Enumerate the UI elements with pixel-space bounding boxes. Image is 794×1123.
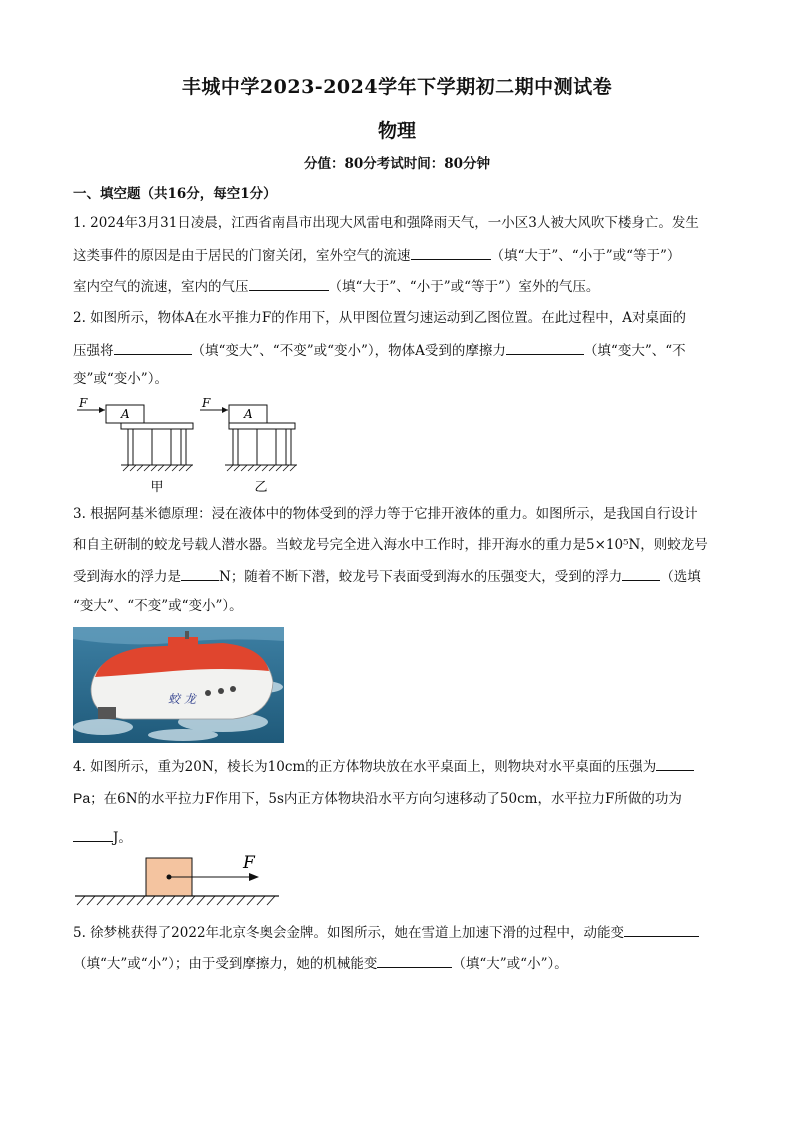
force-label: F bbox=[202, 396, 211, 410]
q4-line1: 4. 如图所示，重为20N，棱长为10cm的正方体物块放在水平桌面上，则物块对水平桌面的压强为 bbox=[73, 756, 694, 776]
q3-line1: 3. 根据阿基米德原理：浸在液体中的物体受到的浮力等于它排开液体的重力。如图所示，是我国自行设计 bbox=[73, 506, 698, 522]
q3-line4: “变大”、“不变”或“变小”）。 bbox=[73, 598, 243, 614]
q2-table-diagram bbox=[73, 396, 313, 496]
q1-line2: 这类事件的原因是由于居民的门窗关闭，室外空气的流速 （填“大于”、“小于”或“等于”） bbox=[73, 245, 680, 265]
q2-line2: 压强将 （填“变大”、“不变”或“变小”），物体A受到的摩擦力 （填“变大”、“不 bbox=[73, 340, 686, 360]
diagram-right bbox=[200, 396, 297, 495]
answer-blank[interactable] bbox=[624, 922, 699, 937]
answer-blank[interactable] bbox=[411, 245, 491, 260]
q4-line3: J。 bbox=[73, 827, 132, 847]
force-label: F bbox=[79, 396, 88, 410]
q1-line3: 室内空气的流速，室内的气压 （填“大于”、“小于”或“等于”）室外的气压。 bbox=[73, 276, 599, 296]
svg-text:蛟 龙: 蛟 龙 bbox=[168, 692, 196, 706]
block-label: A bbox=[121, 407, 130, 421]
q2-line3: 变”或“变小”）。 bbox=[73, 371, 168, 387]
q3-line3: 受到海水的浮力是 N；随着不断下潜，蛟龙号下表面受到海水的压强变大，受到的浮力 （选填 bbox=[73, 566, 701, 586]
q5-line2: （填“大”或“小”）；由于受到摩擦力，她的机械能变 （填“大”或“小”）。 bbox=[73, 953, 568, 973]
answer-blank[interactable] bbox=[114, 340, 192, 355]
caption-jia: 甲 bbox=[150, 480, 164, 495]
answer-blank[interactable] bbox=[377, 953, 452, 968]
exam-info: 分值：80分考试时间：80分钟 bbox=[303, 156, 491, 172]
q4-block-diagram bbox=[73, 850, 283, 908]
exam-subject: 物理 bbox=[377, 120, 416, 142]
arrow-icon bbox=[249, 873, 259, 881]
force-label: F bbox=[243, 853, 255, 873]
answer-blank[interactable] bbox=[506, 340, 584, 355]
answer-blank[interactable] bbox=[622, 566, 660, 581]
answer-blank[interactable] bbox=[656, 756, 694, 771]
section-heading: 一、填空题（共16分，每空1分） bbox=[73, 186, 277, 202]
answer-blank[interactable] bbox=[249, 276, 329, 291]
exam-title: 丰城中学2023-2024学年下学期初二期中测试卷 bbox=[181, 76, 613, 98]
answer-blank[interactable] bbox=[73, 827, 113, 842]
q2-line1: 2. 如图所示，物体A在水平推力F的作用下，从甲图位置匀速运动到乙图位置。在此过程中，A对桌面的 bbox=[73, 310, 687, 326]
caption-yi: 乙 bbox=[254, 480, 268, 495]
submarine-photo bbox=[73, 627, 284, 743]
answer-blank[interactable] bbox=[181, 566, 219, 581]
q5-line1: 5. 徐梦桃获得了2022年北京冬奥会金牌。如图所示，她在雪道上加速下滑的过程中，动能变 bbox=[73, 922, 699, 942]
diagram-left bbox=[77, 396, 193, 495]
q4-line2: Pa；在6N的水平拉力F作用下，5s内正方体物块沿水平方向匀速移动了50cm，水平拉力F所做的功为 bbox=[73, 790, 682, 807]
q1-line1: 1. 2024年3月31日凌晨，江西省南昌市出现大风雷电和强降雨天气，一小区3人被大风吹下楼身亡。发生 bbox=[73, 215, 699, 231]
block-label: A bbox=[244, 407, 253, 421]
q3-line2: 和自主研制的蛟龙号载人潜水器。当蛟龙号完全进入海水中工作时，排开海水的重力是5×10⁵N，则蛟龙号 bbox=[73, 537, 708, 553]
